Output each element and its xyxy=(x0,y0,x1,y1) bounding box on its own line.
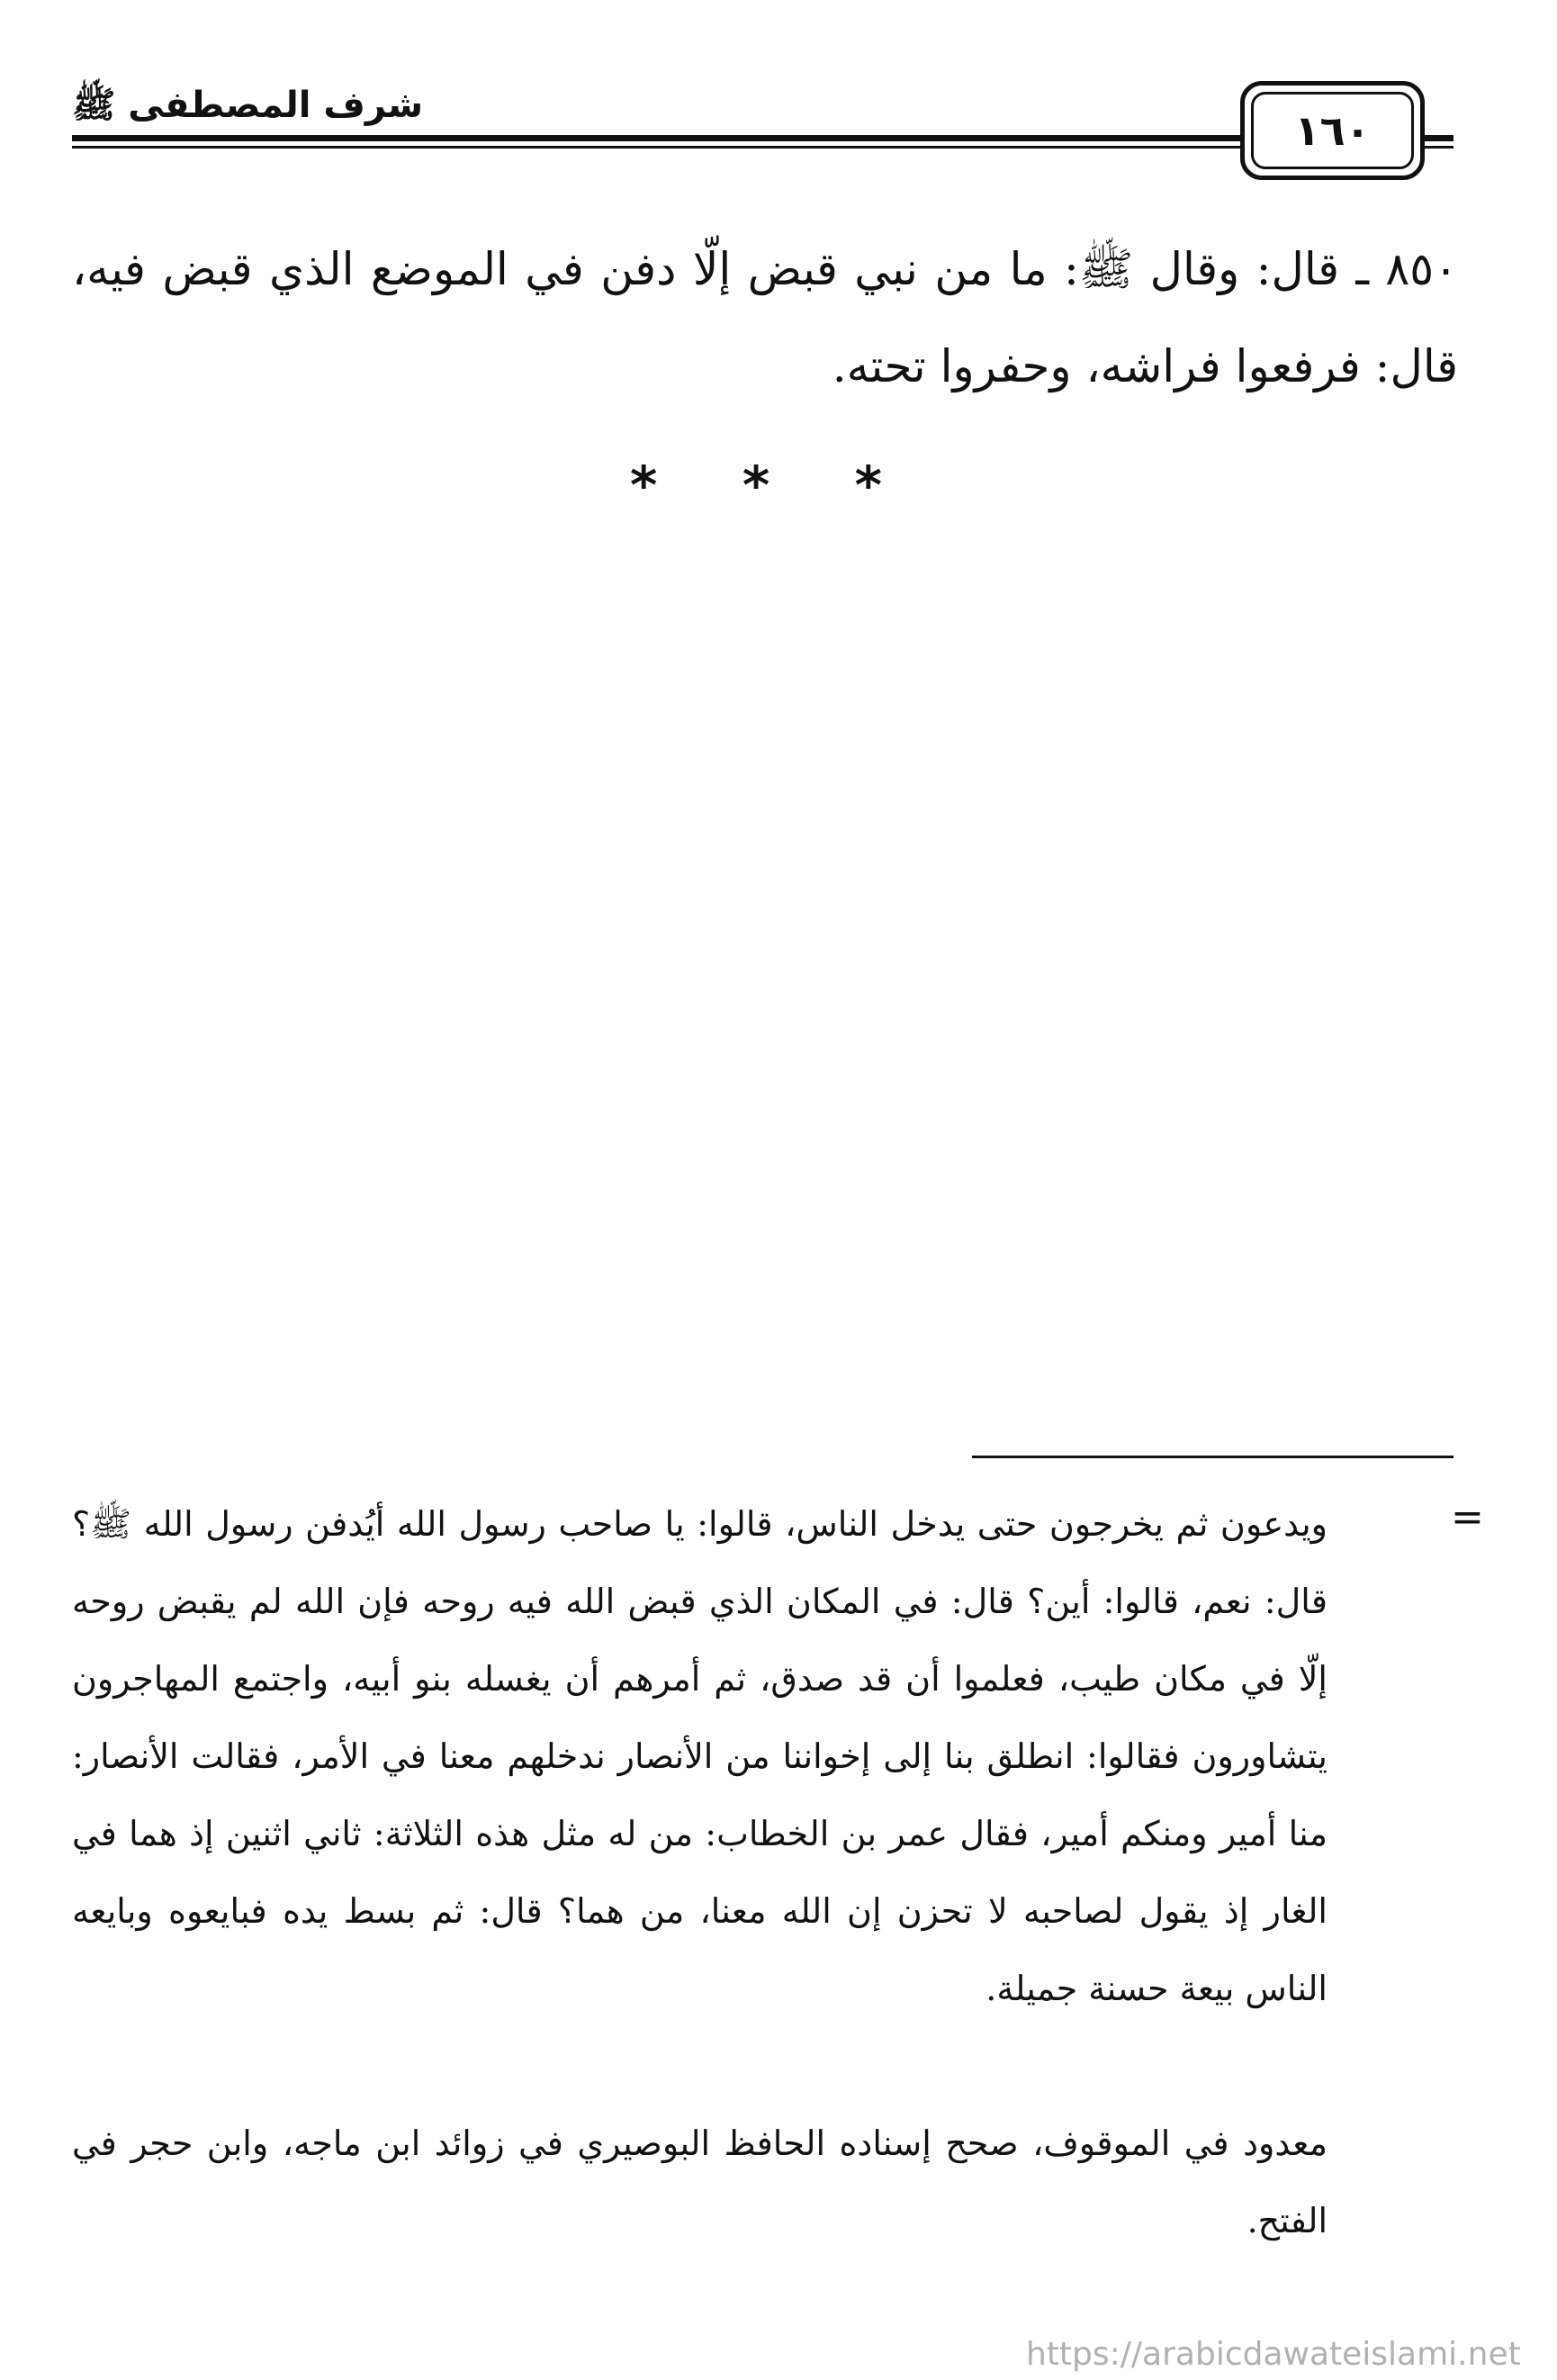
footnote-paragraph: معدود في الموقوف، صحح إسناده الحافظ البوصيري في زوائد ابن ماجه، وابن حجر في الفتح. xyxy=(72,2123,1328,2240)
separator-star: * xyxy=(742,455,770,516)
separator-star: * xyxy=(854,455,882,516)
page-number: ١٦٠ xyxy=(1251,92,1414,169)
running-title: شرف المصطفى ﷺ xyxy=(72,85,424,126)
section-separator xyxy=(630,455,882,516)
separator-star: * xyxy=(630,455,658,516)
footnote-continuation-mark: = xyxy=(1451,1494,1484,1540)
hadith-text: ٨٥٠ ـ قال: وقال ﷺ: ما من نبي قبض إلّا دفن في الموضع الذي قبض فيه، قال: فرفعوا فراشه، وحفروا تحته. xyxy=(72,243,1458,392)
footnote-divider xyxy=(972,1456,1454,1458)
footnote-paragraph: ويدعون ثم يخرجون حتى يدخل الناس، قالوا: يا صاحب رسول الله أيُدفن رسول الله ﷺ؟ قال: نعم، قالوا: أين؟ قال: في المكان الذي قبض الله فيه روحه فإن الله لم يقبض روحه إلّا في مكان طيب، فعلموا أن قد صدق، ثم أمرهم أن يغسله بنو أبيه، واجتمع المهاجرون يتشاورون فقالوا: انطلق بنا إلى إخواننا من الأنصار ندخلهم معنا في الأمر، فقالت الأنصار: منا أمير ومنكم أمير، فقال عمر بن الخطاب: من له مثل هذه الثلاثة: ثاني اثنين إذ هما في الغار إذ يقول لصاحبه لا تحزن إن الله معنا، من هما؟ قال: ثم بسط يده فبايعوه وبايعه الناس بيعة حسنة جميلة. xyxy=(72,1504,1328,2008)
header-rule-thin xyxy=(72,146,1278,149)
header-rule-thick xyxy=(72,135,1278,141)
watermark-url: https://arabicdawateislami.net xyxy=(1026,2336,1521,2373)
